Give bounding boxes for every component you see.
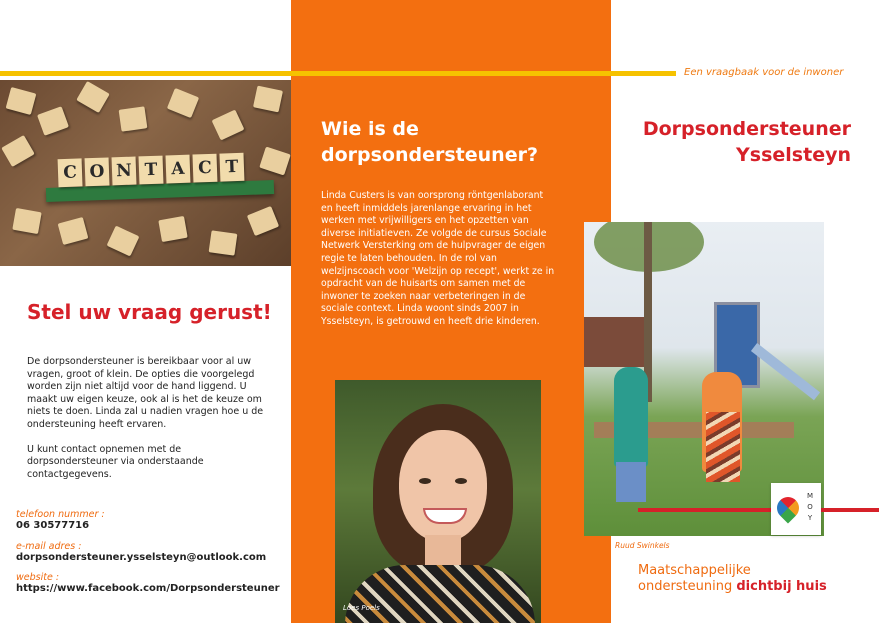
red-divider-line [638,508,879,512]
photo-credit: Loes Poels [343,604,380,612]
email-label: e-mail adres : [16,541,82,552]
heading-line: Wie is de [321,118,419,140]
letter-tile: C [58,158,83,187]
intro-text [27,356,267,493]
logo-letters: M O Y [806,492,814,522]
letter-tile: O [85,157,110,186]
letter-tile: C [192,154,217,183]
letter-tile: T [139,156,164,185]
website-label: website : [16,572,60,583]
title-line: Ysselsteyn [736,144,851,166]
slogan [638,563,827,595]
phone-label: telefoon nummer : [16,509,105,520]
email-address[interactable]: dorpsondersteuner.ysselsteyn@outlook.com [16,552,267,563]
yellow-divider-line [0,71,676,76]
slogan-line: ondersteuning dichtbij huis [638,579,827,594]
paragraph: U kunt contact opnemen met de dorpsondersteuner via onderstaande contactgegevens. [27,443,204,480]
letter-tile: A [166,155,191,184]
tagline: Een vraagbaak voor de inwoner [684,67,844,78]
location-pin-icon [772,492,803,523]
letter-tile: T [219,153,244,182]
slogan-line: Maatschappelijke [638,563,751,578]
photo-credit: Ruud Swinkels [615,541,670,550]
heading-line: dorpsondersteuner? [321,144,538,166]
website-link[interactable]: https://www.facebook.com/Dorpsondersteuner [16,583,280,594]
who-is-heading [321,116,581,168]
moy-logo [771,483,821,535]
phone-number[interactable]: 06 30577716 [16,520,90,531]
ask-question-heading: Stel uw vraag gerust! [27,300,272,324]
title-line: Dorpsondersteuner [642,118,851,140]
paragraph: De dorpsondersteuner is bereikbaar voor al uw vragen, groot of klein. De opties die voorgelegd worden zijn niet altijd voor de hand liggend. U maakt uw eigen keuze, ook al is het de keuze om niets te doen. Linda zal u nadien vragen hoe u de ondersteuning heeft ervaren. [27,356,264,430]
brochure-title [643,116,851,168]
biography-text: Linda Custers is van oorsprong röntgenlaborant en heeft inmiddels jarenlange ervaring in het werken met vrijwilligers en het opzetten van diverse initiatieven. Ze volgde de cursus Sociale Netwerk Versterking om de hulpvrager de eigen regie te laten behouden. In de rol van welzijnscoach voor 'Welzijn op recept', werkt ze in opdracht van de huisarts om samen met de inwoner te zoeken naar verbeteringen in de sociale context. Linda woont sinds 2007 in Ysselsteyn, is getrouwd en heeft drie kinderen. [321,190,555,327]
scrabble-contact-photo [0,80,291,266]
letter-tile: N [112,157,137,186]
linda-portrait-photo [335,380,541,623]
